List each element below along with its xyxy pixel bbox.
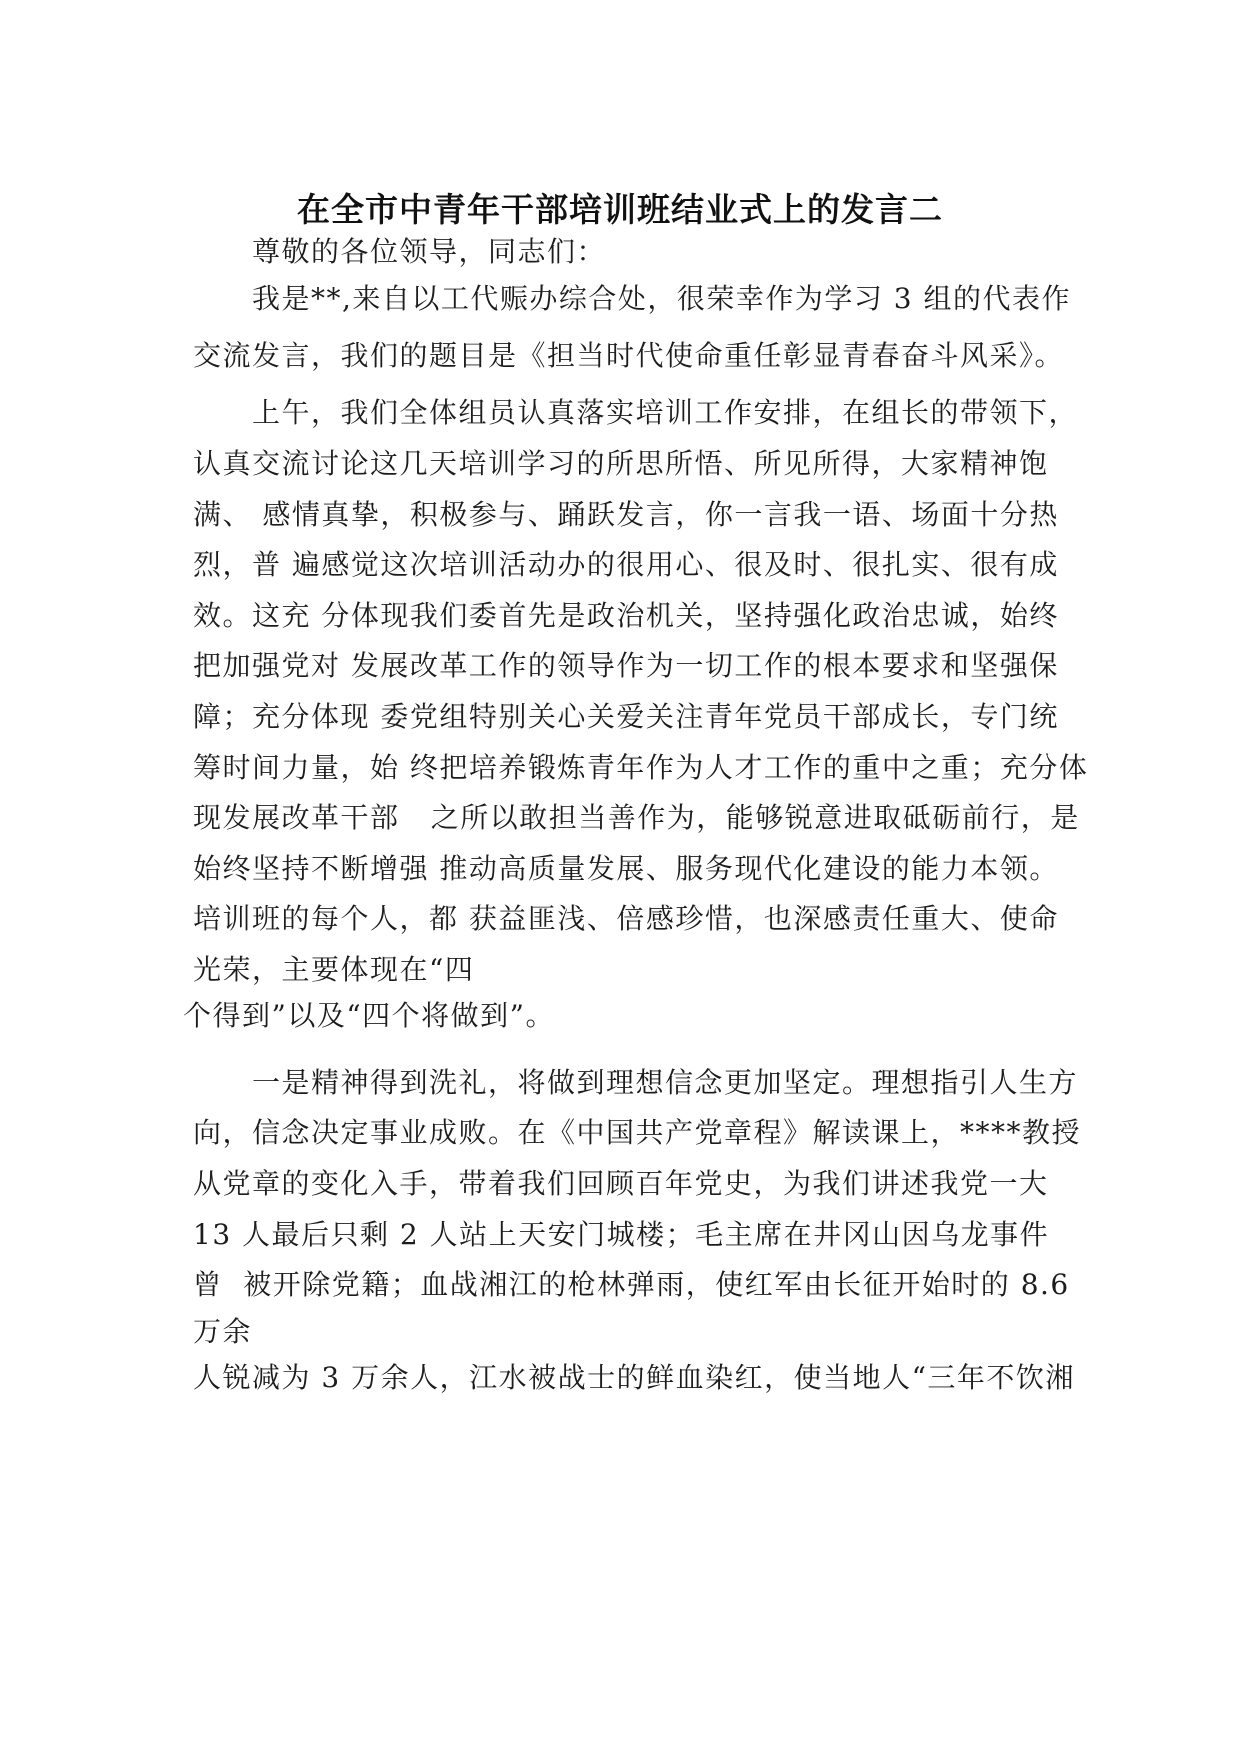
paragraph-line: 一是精神得到洗礼，将做到理想信念更加坚定。理想指引人生方 xyxy=(252,1066,1079,1099)
paragraph-line: 满、 感情真挚，积极参与、踊跃发言，你一言我一语、场面十分热 xyxy=(193,498,1059,531)
paragraph-line: 交流发言，我们的题目是《担当时代使命重任彰显青春奋斗风采》。 xyxy=(193,339,1065,372)
paragraph-line: 个得到”以及“四个将做到”。 xyxy=(183,999,555,1032)
paragraph-line: 始终坚持不断增强 推动高质量发展、服务现代化建设的能力本领。 xyxy=(193,852,1059,885)
document-title: 在全市中青年干部培训班结业式上的发言二 xyxy=(297,190,943,229)
paragraph-line: 曾 被开除党籍；血战湘江的枪林弹雨，使红军由长征开始时的 8.6 xyxy=(193,1268,1070,1301)
paragraph-line: 万余 xyxy=(193,1315,253,1348)
paragraph-line: 障；充分体现 委党组特别关心关爱关注青年党员干部成长，专门统 xyxy=(193,700,1059,733)
paragraph-line: 筹时间力量，始 终把培养锻炼青年作为人才工作的重中之重；充分体 xyxy=(193,751,1089,784)
paragraph-line: 人锐减为 3 万余人，江水被战士的鲜血染红，使当地人“三年不饮湘 xyxy=(193,1361,1075,1394)
paragraph-line: 从党章的变化入手，带着我们回顾百年党史，为我们讲述我党一大 xyxy=(193,1167,1049,1200)
paragraph-line: 培训班的每个人，都 获益匪浅、倍感珍惜，也深感责任重大、使命 xyxy=(193,902,1059,935)
paragraph-line: 把加强党对 发展改革工作的领导作为一切工作的根本要求和坚强保 xyxy=(193,649,1059,682)
paragraph-line: 光荣，主要体现在“四 xyxy=(193,953,475,986)
paragraph-line: 13 人最后只剩 2 人站上天安门城楼；毛主席在井冈山因乌龙事件 xyxy=(193,1218,1050,1251)
salutation-line: 尊敬的各位领导，同志们： xyxy=(252,235,607,268)
paragraph-line: 烈，普 遍感觉这次培训活动办的很用心、很及时、很扎实、很有成 xyxy=(193,548,1059,581)
paragraph-line: 向，信念决定事业成败。在《中国共产党章程》解读课上，****教授 xyxy=(193,1116,1082,1149)
paragraph-line: 效。这充 分体现我们委首先是政治机关，坚持强化政治忠诚，始终 xyxy=(193,599,1059,632)
paragraph-line: 我是**,来自以工代赈办综合处，很荣幸作为学习 3 组的代表作 xyxy=(252,282,1072,315)
paragraph-line: 认真交流讨论这几天培训学习的所思所悟、所见所得，大家精神饱 xyxy=(193,447,1049,480)
paragraph-line: 上午，我们全体组员认真落实培训工作安排，在组长的带领下， xyxy=(252,396,1079,429)
paragraph-line: 现发展改革干部 之所以敢担当善作为，能够锐意进取砥砺前行，是 xyxy=(193,801,1080,834)
